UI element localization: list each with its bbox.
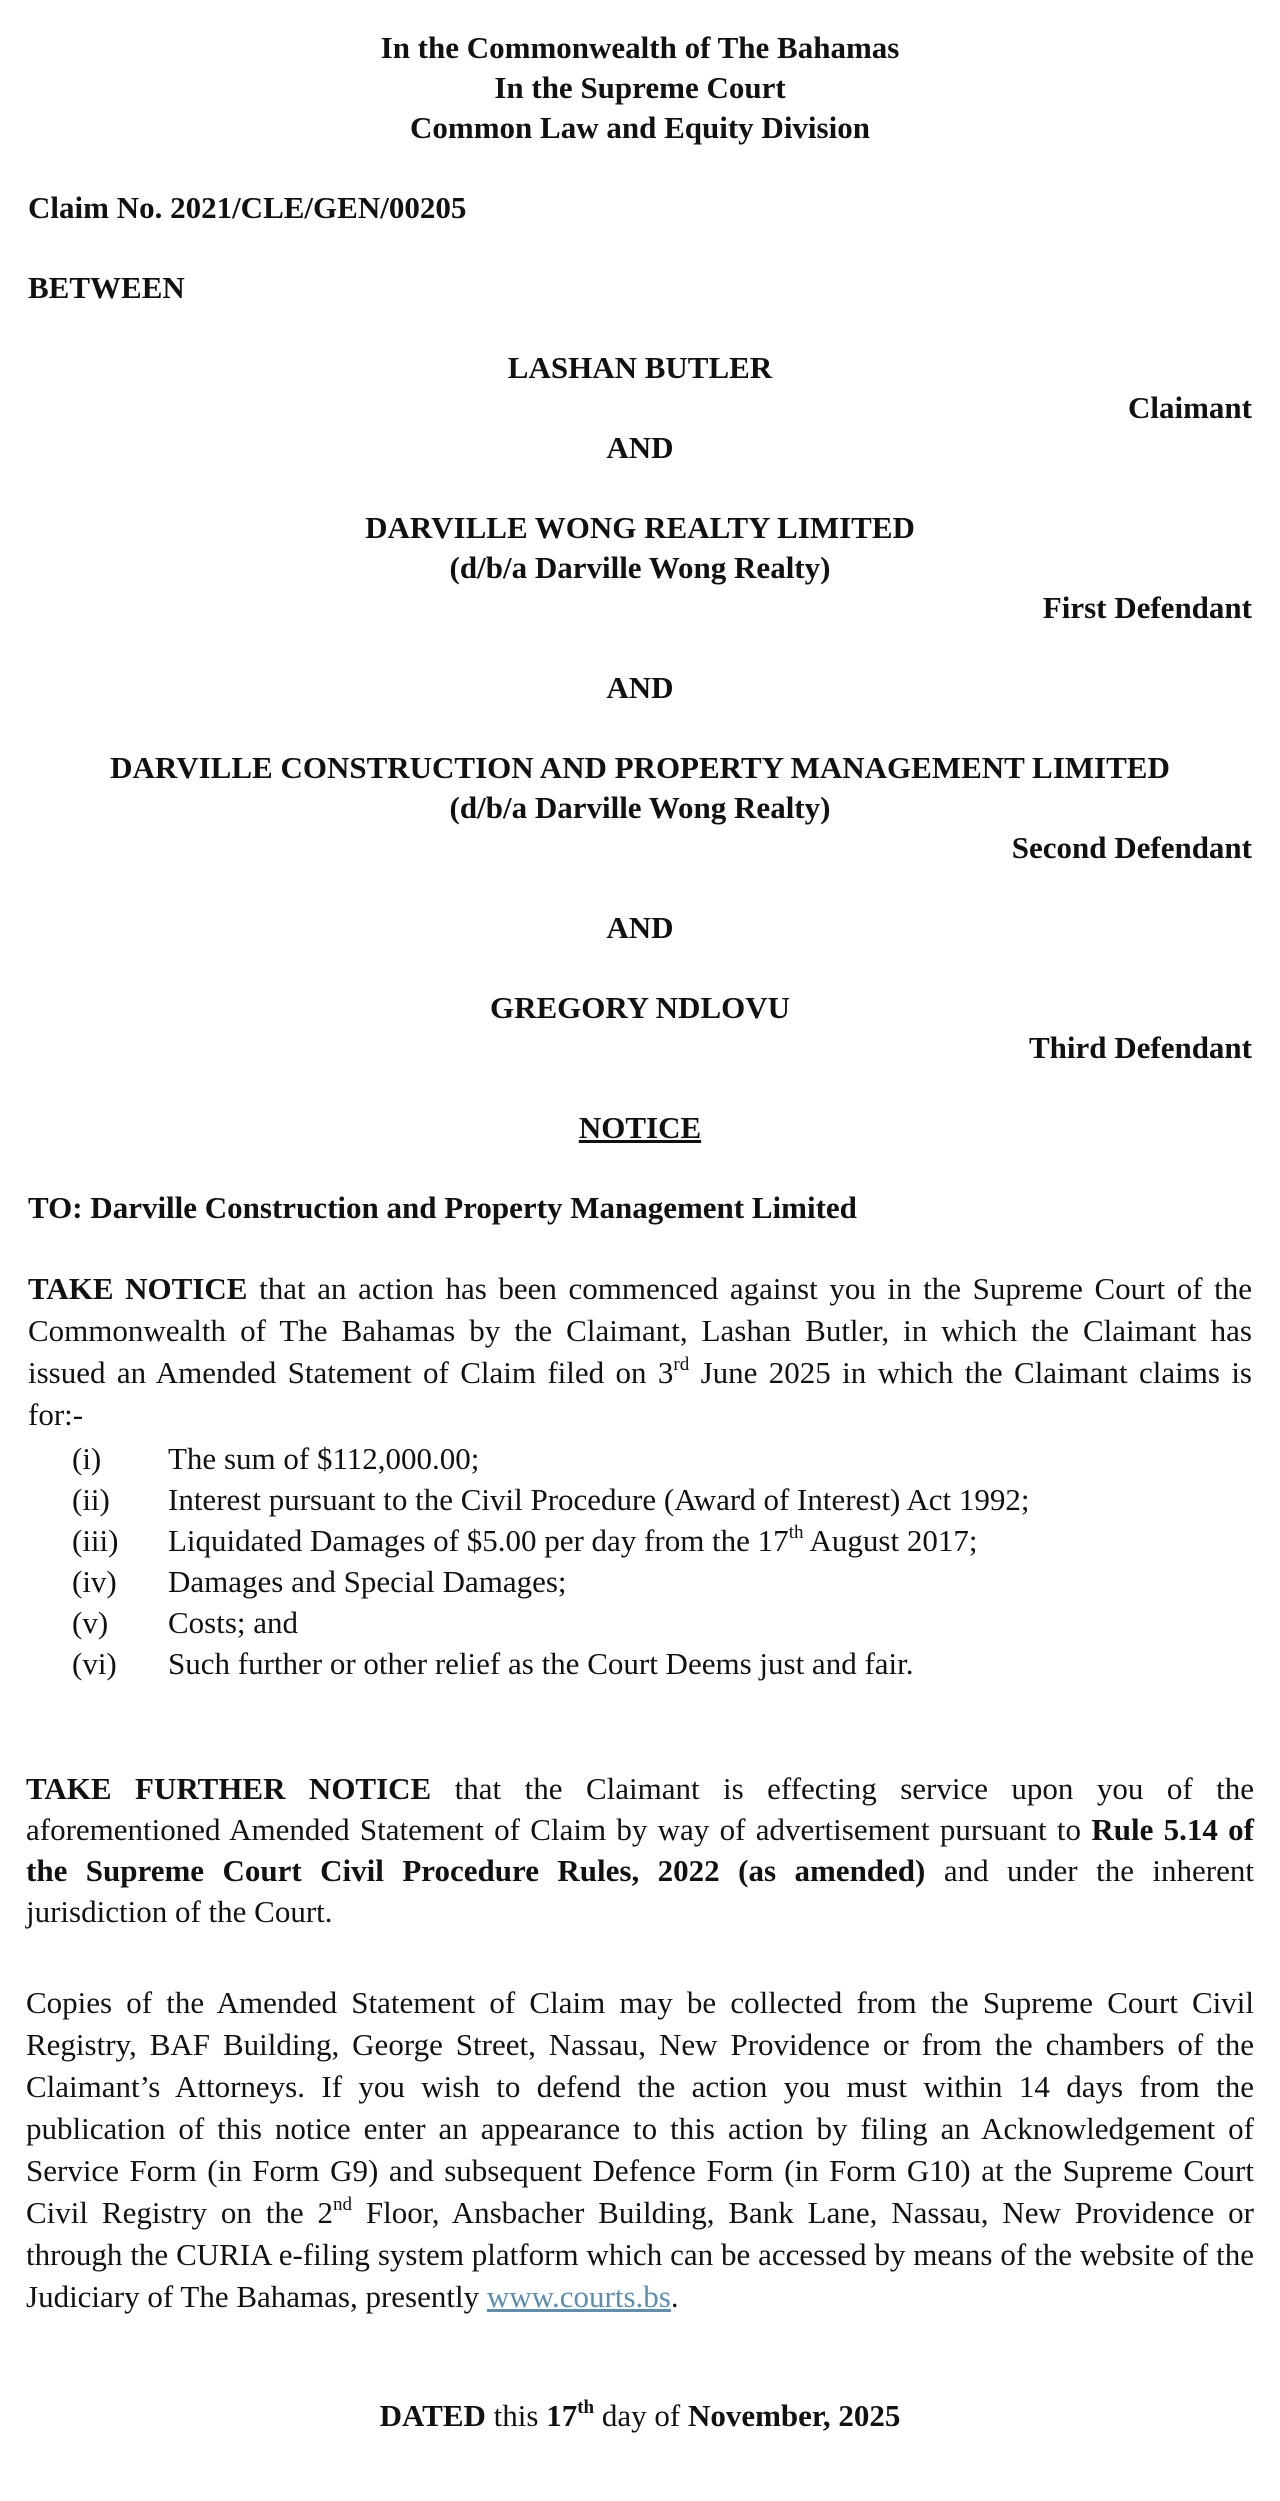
notice-title: NOTICE: [578, 1110, 702, 1145]
relief-item: [72, 1479, 1029, 1520]
relief-text: [168, 1520, 977, 1561]
copies-sup: nd: [332, 2193, 352, 2215]
relief-item: [72, 1438, 1029, 1479]
first-defendant-name: DARVILLE WONG REALTY LIMITED: [365, 510, 915, 545]
copies-text-a: Copies of the Amended Statement of Claim may be collected from the Supreme Court Civil Registry, BAF Building, George Street, Nassau, New Providence or from the chambers of the Claimant’s Attorneys. If you wish to defend the action you must within 14 days from the publication of this notice enter an appearance to this action by filing an Acknowledgement of Service Form (in Form G9) and subsequent Defence Form (in Form G10) at the Supreme Court Civil Registry on the 2: [26, 1985, 1254, 2230]
second-defendant-role: Second Defendant: [1011, 830, 1252, 865]
claimant-role: Claimant: [1128, 390, 1252, 425]
take-further-notice-text-b: and under the inherent jurisdiction of the Court.: [26, 1853, 1254, 1929]
between-label: BETWEEN: [28, 270, 185, 305]
court-header: [0, 28, 1280, 148]
copies-end: .: [670, 2279, 679, 2314]
relief-text: Such further or other relief as the Court Deems just and fair.: [168, 1646, 914, 1681]
relief-number: (i): [72, 1441, 102, 1476]
relief-item: [72, 1561, 1029, 1602]
dated-day-number: 17: [546, 2398, 578, 2433]
copies-text-b: Floor, Ansbacher Building, Bank Lane, Nassau, New Providence or through the CURIA e-filing system platform which can be accessed by means of the website of the Judiciary of The Bahamas, presently: [26, 2195, 1254, 2314]
and-separator-2: AND: [606, 670, 674, 705]
second-defendant-name: DARVILLE CONSTRUCTION AND PROPERTY MANAGEMENT LIMITED: [110, 750, 1170, 785]
take-further-notice-paragraph: [26, 1768, 1254, 1932]
second-defendant-dba: (d/b/a Darville Wong Realty): [449, 790, 831, 825]
first-defendant-dba: (d/b/a Darville Wong Realty): [449, 550, 831, 585]
take-notice-text-a: that an action has been commenced against you in the Supreme Court of the Commonwealth of The Bahamas by the Claimant, Lashan Butler, in which the Claimant has issued an Amended Statement of Claim filed on 3: [28, 1271, 1253, 1390]
first-defendant-role: First Defendant: [1042, 590, 1252, 625]
relief-item: [72, 1643, 1029, 1684]
header-line-1: In the Commonwealth of The Bahamas: [380, 30, 900, 65]
take-notice-lead: TAKE NOTICE: [28, 1271, 248, 1306]
relief-text: Costs; and: [168, 1605, 299, 1640]
relief-text-b: August 2017;: [803, 1523, 978, 1558]
relief-number: (iv): [72, 1564, 117, 1599]
relief-text: Damages and Special Damages;: [168, 1564, 567, 1599]
header-line-2: In the Supreme Court: [494, 70, 786, 105]
copies-paragraph: [26, 1982, 1254, 2318]
relief-number: (ii): [72, 1482, 110, 1517]
and-separator-3: AND: [606, 910, 674, 945]
notice-addressee: TO: Darville Construction and Property Management Limited: [28, 1190, 857, 1225]
header-line-3: Common Law and Equity Division: [410, 110, 870, 145]
dated-day-of: day of: [594, 2398, 688, 2433]
and-separator-1: AND: [606, 430, 674, 465]
take-further-notice-lead: TAKE FURTHER NOTICE: [26, 1771, 432, 1806]
dated-word: DATED: [379, 2398, 486, 2433]
relief-item: [72, 1520, 1029, 1561]
courts-website-link[interactable]: www.courts.bs: [486, 2279, 671, 2314]
dated-line: [0, 2396, 1280, 2436]
third-defendant-name: GREGORY NDLOVU: [489, 990, 791, 1025]
take-notice-text-b: June 2025 in which the Claimant claims is for:-: [28, 1355, 1252, 1432]
take-notice-sup: rd: [673, 1353, 690, 1375]
relief-number: (vi): [72, 1646, 117, 1681]
relief-list: [72, 1438, 1029, 1684]
relief-item: [72, 1602, 1029, 1643]
dated-month-year: November, 2025: [687, 2398, 901, 2433]
take-further-notice-text-a: that the Claimant is effecting service upon you of the aforementioned Amended Statement of Claim by way of advertisement pursuant to: [26, 1771, 1254, 1847]
rule-reference: Rule 5.14 of the Supreme Court Civil Procedure Rules, 2022 (as amended): [26, 1812, 1254, 1888]
relief-text-a: Liquidated Damages of $5.00 per day from the 17: [168, 1523, 789, 1558]
relief-number: (v): [72, 1605, 109, 1640]
take-notice-paragraph: [28, 1268, 1252, 1436]
relief-text: The sum of $112,000.00;: [168, 1441, 480, 1476]
third-defendant-role: Third Defendant: [1028, 1030, 1252, 1065]
dated-this: this: [485, 2398, 547, 2433]
claimant-name: LASHAN BUTLER: [507, 350, 773, 385]
relief-text: Interest pursuant to the Civil Procedure (Award of Interest) Act 1992;: [168, 1482, 1030, 1517]
dated-day: [546, 2398, 594, 2433]
claim-number: Claim No. 2021/CLE/GEN/00205: [28, 190, 467, 225]
relief-sup: th: [788, 1521, 804, 1543]
dated-day-sup: th: [577, 2396, 595, 2418]
relief-number: (iii): [72, 1523, 119, 1558]
